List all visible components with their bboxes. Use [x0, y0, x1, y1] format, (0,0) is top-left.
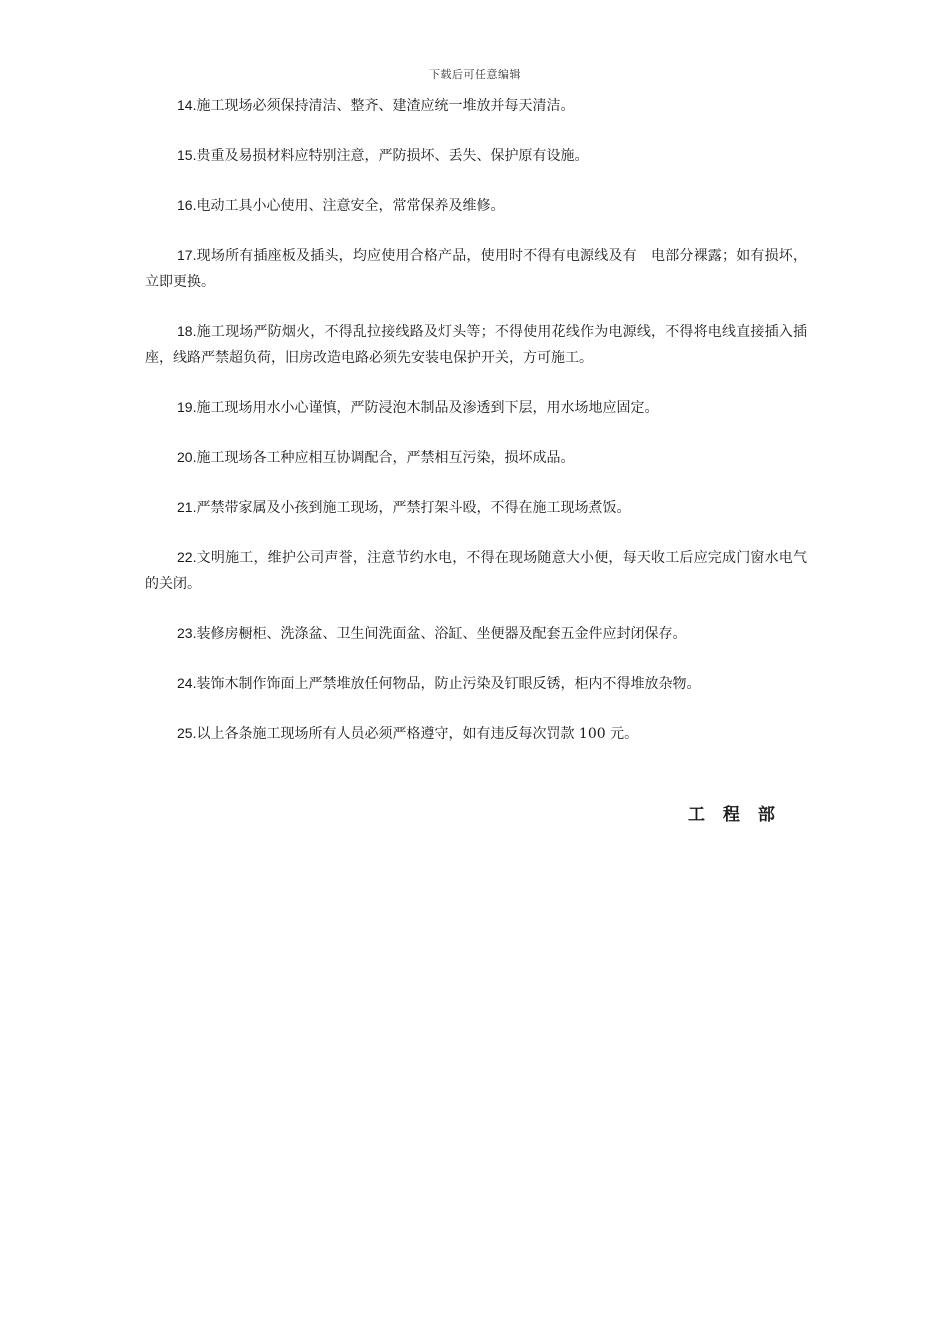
rule-item — [145, 720, 807, 747]
rule-number: 17. — [177, 247, 197, 263]
rule-item — [145, 92, 807, 119]
rule-number: 15. — [177, 147, 197, 163]
rule-text: 施工现场严防烟火，不得乱拉接线路及灯头等；不得使用花线作为电源线，不得将电线直接插入插座，线路严禁超负荷，旧房改造电路必须先安装电保护开关，方可施工。 — [145, 324, 807, 366]
rule-item — [145, 544, 807, 597]
rule-item — [145, 142, 807, 169]
rule-number: 18. — [177, 323, 197, 339]
rule-number: 19. — [177, 399, 197, 415]
rule-text: 施工现场各工种应相互协调配合，严禁相互污染，损坏成品。 — [196, 450, 575, 466]
rule-text: 装修房橱柜、洗涤盆、卫生间洗面盆、浴缸、坐便器及配套五金件应封闭保存。 — [196, 626, 687, 642]
rule-text: 装饰木制作饰面上严禁堆放任何物品，防止污染及钉眼反锈，柜内不得堆放杂物。 — [196, 676, 701, 692]
rule-item — [145, 318, 807, 371]
header-note: 下载后可任意编辑 — [429, 68, 521, 81]
rule-text: 施工现场必须保持清洁、整齐、建渣应统一堆放并每天清洁。 — [196, 98, 575, 114]
rule-number: 21. — [177, 499, 197, 515]
rule-item — [145, 444, 807, 471]
rule-text: 严禁带家属及小孩到施工现场，严禁打架斗殴，不得在施工现场煮饭。 — [196, 500, 631, 516]
rule-item — [145, 242, 807, 295]
rule-text: 文明施工，维护公司声誉，注意节约水电，不得在现场随意大小便，每天收工后应完成门窗水电气的关闭。 — [145, 550, 807, 592]
rule-text: 以上各条施工现场所有人员必须严格遵守，如有违反每次罚款 100 元。 — [196, 726, 639, 742]
rule-text: 贵重及易损材料应特别注意，严防损坏、丢失、保护原有设施。 — [196, 148, 589, 164]
rule-number: 22. — [177, 549, 197, 565]
rule-text: 施工现场用水小心谨慎，严防浸泡木制品及渗透到下层，用水场地应固定。 — [196, 400, 659, 416]
rule-item — [145, 192, 807, 219]
rule-text: 电动工具小心使用、注意安全，常常保养及维修。 — [196, 198, 505, 214]
rule-number: 14. — [177, 97, 197, 113]
rule-item — [145, 394, 807, 421]
rule-text: 现场所有插座板及插头，均应使用合格产品，使用时不得有电源线及有 电部分裸露；如有损坏，立即更换。 — [145, 248, 807, 290]
rules-list — [145, 92, 807, 770]
rule-item — [145, 494, 807, 521]
rule-number: 24. — [177, 675, 197, 691]
rule-item — [145, 620, 807, 647]
rule-number: 25. — [177, 725, 197, 741]
department-signature: 工 程 部 — [688, 805, 781, 825]
rule-number: 16. — [177, 197, 197, 213]
rule-number: 23. — [177, 625, 197, 641]
rule-item — [145, 670, 807, 697]
rule-number: 20. — [177, 449, 197, 465]
